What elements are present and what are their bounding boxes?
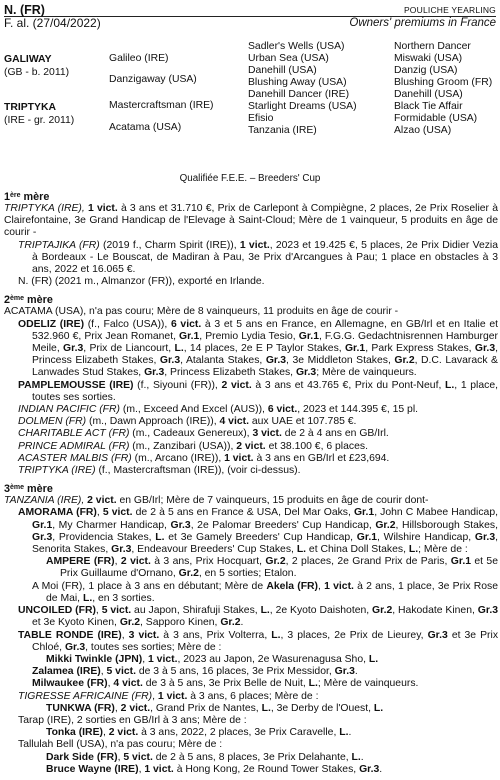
produce-entry <box>4 691 498 703</box>
catalog-header <box>4 3 496 31</box>
bold-text: Gr.2 <box>178 568 199 580</box>
entry-text: ; Mère de vainqueurs. <box>316 367 417 379</box>
pedigree-gen3: Blushing Away (USA) <box>248 77 347 88</box>
pedigree-table <box>4 40 496 168</box>
produce-entry <box>4 319 498 380</box>
bold-text: Gr.2 <box>220 617 241 629</box>
produce-entry: N. (FR) (2021 m., Almanzor (FR)), exporté en Irlande. <box>18 276 265 288</box>
entry-text: , 1 place, toutes ses sorties. <box>32 379 499 403</box>
entry-text: , 3e Derby de l'Ouest, <box>270 702 374 714</box>
entry-text: , Princess Elizabeth Stakes, <box>32 343 498 367</box>
bold-text: Gr.2 <box>265 556 286 568</box>
pedigree-gen3: Danehill Dancer (IRE) <box>248 89 350 100</box>
bold-text: Gr.1 <box>179 330 200 342</box>
entry-text: , Grand Prix de Nantes, <box>150 702 262 714</box>
bold-text: Gr.3 <box>427 629 448 641</box>
entry-text: (2019 f., Charm Spirit (IRE)), <box>99 239 240 251</box>
bold-text: L. <box>408 544 419 556</box>
third-dam-entry <box>4 495 498 507</box>
entry-text: (m., Zanzibari (USA)), <box>129 440 237 452</box>
entry-text: (f., Falco (USA)), <box>84 318 171 330</box>
entry-text: (f., Mastercraftsman (IRE)), (voir ci-dessus). <box>95 465 301 477</box>
produce-entry <box>4 666 498 678</box>
bold-text: L. <box>296 544 307 556</box>
produce-entry <box>4 404 498 416</box>
bold-text: 5 vict. <box>102 507 133 519</box>
bold-text: L. <box>445 379 455 391</box>
entry-text: et 3e Gamely Breeders' Cup Handicap, <box>164 531 357 543</box>
entry-text: à 3 ans et 43.765 €, Prix du Pont-Neuf, <box>251 379 446 391</box>
entry-text: , Senorita Stakes, <box>32 531 498 556</box>
italic-name: TRIPTYKA (IRE) <box>18 465 96 477</box>
entry-text: à 2 ans, 1 place, 3e Prix Rose de Mai, <box>46 580 498 604</box>
bold-text: 5 vict. <box>123 751 153 763</box>
italic-name: TRIPTAJIKA (FR) <box>18 239 100 251</box>
entry-text: (f., Siyouni (FR)), <box>133 379 222 391</box>
pedigree-gen3: Sadler's Wells (USA) <box>248 41 345 52</box>
bold-text: L. <box>339 727 349 739</box>
bold-text: Gr.3 <box>144 367 165 379</box>
entry-text: , <box>318 580 325 592</box>
pedigree-gen3: Urban Sea (USA) <box>248 53 329 64</box>
produce-entry <box>4 441 498 453</box>
bold-text: Gr.3 <box>474 343 496 355</box>
pedigree-gen2: Mastercraftsman (IRE) <box>109 100 214 111</box>
entry-text: et 38.100 €, 6 places. <box>265 440 368 452</box>
entry-text: , <box>107 678 114 690</box>
bold-text: TUNKWA (FR) <box>46 702 115 714</box>
entry-text: et China Doll Stakes, <box>306 544 409 556</box>
entry-text: , <box>114 556 121 568</box>
produce-entry <box>4 453 498 465</box>
entry-text: , 14 places, 2e E P Taylor Stakes, <box>183 343 345 355</box>
bold-text: AMORAMA (FR) <box>18 507 97 519</box>
entry-text: , <box>121 629 129 641</box>
entry-text: , <box>114 702 121 714</box>
entry-text: (m., Arcano (IRE)), <box>131 452 225 464</box>
entry-text: , 2e Kyoto Daishoten, <box>269 605 373 617</box>
entry-text: , Providencia Stakes, <box>52 531 156 543</box>
bold-text: Gr.3 <box>359 763 380 775</box>
italic-name: TIGRESSE AFRICAINE (FR) <box>18 690 153 702</box>
bold-text: Gr.3 <box>170 519 191 531</box>
produce-entry <box>4 465 498 477</box>
bold-text: Zalamea (IRE) <box>32 666 101 678</box>
pedigree-gen4: Danehill (USA) <box>394 89 463 100</box>
pedigree-gen3: Efisio <box>248 113 274 124</box>
lot-birth: F. al. (27/04/2022) <box>4 16 101 30</box>
entry-text: de 2 à 5 ans en France & USA, Del Mar Oaks, <box>132 507 354 519</box>
entry-text: de 3 à 5 ans, 16 places, 3e Prix Messidor, <box>135 666 335 678</box>
entry-text: , <box>96 507 103 519</box>
entry-text: (m., Cadeaux Genereux), <box>129 428 253 440</box>
pedigree-gen4: Miswaki (USA) <box>394 53 463 64</box>
entry-text: à Hong Kong, 2e Round Tower Stakes, <box>173 763 360 775</box>
bold-text: AMPERE (FR) <box>46 556 115 568</box>
entry-text: , <box>152 690 158 702</box>
bold-text: Gr.1 <box>344 343 366 355</box>
bold-text: 1 vict. <box>157 690 188 702</box>
entry-text: à 3 ans, Prix Volterra, <box>159 629 272 641</box>
entry-text: , 3 places, 2e Prix de Lieurey, <box>280 629 428 641</box>
produce-entry <box>4 416 498 428</box>
bold-text: 1 vict. <box>148 653 178 665</box>
bold-text: Gr.3 <box>111 544 132 556</box>
entry-text: au Japon, Shirafuji Stakes, <box>131 605 261 617</box>
bold-text: 2 vict. <box>120 556 151 568</box>
produce-entry <box>4 380 498 404</box>
bold-text: 1 vict. <box>324 580 354 592</box>
entry-text: . <box>379 763 383 775</box>
bold-text: Gr.1 <box>353 507 375 519</box>
produce-entry <box>4 752 498 764</box>
bold-text: Gr.1 <box>298 330 319 342</box>
bold-text: PAMPLEMOUSSE (IRE) <box>18 379 134 391</box>
italic-name: PRINCE ADMIRAL (FR) <box>18 440 130 452</box>
entry-text: , 2e Palomar Breeders' Cup Handicap, <box>190 519 376 531</box>
entry-text: (m., Exceed And Excel (AUS)), <box>119 404 268 416</box>
entry-text: ; Mère de vainqueurs. <box>317 678 419 690</box>
bold-text: L. <box>82 592 93 604</box>
entry-text: et 3e Prix Chloé, <box>32 629 499 653</box>
produce-entry <box>4 764 498 776</box>
bold-text: 3 vict. <box>252 428 282 440</box>
produce-entry <box>4 581 498 605</box>
entry-text: , 2023 au Japon, 2e Wasurenagusa Sho, <box>177 653 369 665</box>
italic-name: TRIPTYKA (IRE), <box>4 203 88 214</box>
bold-text: 2 vict. <box>108 727 139 739</box>
entry-text: 3ème mère <box>4 483 53 496</box>
bold-text: 5 vict. <box>101 605 132 617</box>
bold-text: L. <box>271 629 281 641</box>
entry-text: , 2023 et 144.395 €, 15 pl. <box>297 404 419 416</box>
entry-text: , Sapporo Kinen, <box>140 617 221 629</box>
bold-text: Gr.3 <box>474 531 496 543</box>
bold-text: Mikki Twinkle (JPN) <box>46 653 143 665</box>
bold-text: L. <box>261 702 271 714</box>
entry-text: , <box>102 727 109 739</box>
produce-entry: Tallulah Bell (USA), n'a pas couru; Mère de : <box>18 739 223 751</box>
entry-text: de 2 à 4 ans en GB/Irl. <box>281 428 389 440</box>
entry-text: , <box>142 653 149 665</box>
entry-text: à 3 ans en GB/Irl et £23,694. <box>253 452 390 464</box>
bold-text: L. <box>373 702 384 714</box>
entry-text: en GB/Irl; Mère de 7 vainqueurs, 15 produits en âge de courir dont- <box>116 495 429 507</box>
bold-text: 4 vict. <box>113 678 143 690</box>
lot-category: POULICHE YEARLING <box>403 4 496 15</box>
bold-text: L. <box>174 343 184 355</box>
section-title-second-dam <box>4 294 498 306</box>
produce-entry <box>4 703 498 715</box>
pedigree-gen3: Tanzania (IRE) <box>248 125 317 136</box>
produce-entry <box>4 654 498 666</box>
entry-text: , <box>117 751 124 763</box>
bold-text: ODELIZ (IRE) <box>18 318 85 330</box>
bold-text: Gr.1 <box>450 556 471 568</box>
entry-text: A Moi (FR), 1 place à 3 ans en débutant; Mère de <box>32 580 267 592</box>
bold-text: 5 vict. <box>106 666 136 678</box>
section-title-third-dam <box>4 483 498 495</box>
entry-text: 1ère mère <box>4 191 50 203</box>
second-dam-entry: ACATAMA (USA), n'a pas couru; Mère de 8 vainqueurs, 11 produits en âge de courir - <box>4 306 399 318</box>
entry-text: à 3 ans, Prix Hocquart, <box>150 556 266 568</box>
bold-text: 6 vict. <box>267 404 298 416</box>
entry-text: , John C Mabee Handicap, <box>374 507 499 519</box>
pedigree-gen4: Danzig (USA) <box>394 65 458 76</box>
italic-name: DOLMEN (FR) <box>18 416 87 428</box>
qualification-line: Qualifiée F.E.E. – Breeders' Cup <box>179 173 321 184</box>
entry-text: . <box>348 727 352 739</box>
pedigree-gen4: Alzao (USA) <box>394 125 452 136</box>
bold-text: 2 vict. <box>87 495 117 507</box>
bold-text: Gr.2 <box>372 605 393 617</box>
entry-text: à 3 ans, 2022, 2 places, 3e Prix Caravelle, <box>138 727 340 739</box>
entry-text: , Prix de Liancourt, <box>83 343 175 355</box>
sire-info: (GB - b. 2011) <box>4 67 70 78</box>
bold-text: 2 vict. <box>236 440 266 452</box>
bold-text: Gr.1 <box>32 519 53 531</box>
entry-text: et 3e Kyoto Kinen, <box>32 617 120 629</box>
entry-text: de 2 à 5 ans, 8 places, 3e Prix Delahante, <box>152 751 352 763</box>
italic-name: INDIAN PACIFIC (FR) <box>18 404 120 416</box>
bold-text: Gr.3 <box>334 666 355 678</box>
pedigree-gen3: Danehill (USA) <box>248 65 317 76</box>
bold-text: 1 vict. <box>87 203 118 214</box>
lot-name: N. (FR) <box>4 2 45 17</box>
entry-text: , Premio Lydia Tesio, <box>199 330 299 342</box>
bold-text: L. <box>155 531 165 543</box>
dam-name: TRIPTYKA <box>4 102 56 113</box>
entry-text: , <box>100 666 107 678</box>
bold-text: UNCOILED (FR) <box>18 605 96 617</box>
entry-text: , Park Express Stakes, <box>365 343 475 355</box>
bold-text: Bruce Wayne (IRE) <box>46 763 139 775</box>
bold-text: Akela (FR) <box>266 580 319 592</box>
bold-text: Gr.3 <box>477 605 498 617</box>
entry-text: , 2023 et 19.425 €, 5 places, 2e Prix Didier Vezia à Bordeaux - Le Bouscat, de Madiran à Pau, 3e Prix d'Arcangues à Pau; 1 place en obstacles à 3 ans, 2022 et 16.065 €. <box>32 239 499 276</box>
italic-name: TANZANIA (IRE), <box>4 495 88 507</box>
family-notes <box>4 185 498 776</box>
pedigree-gen3: Starlight Dreams (USA) <box>248 101 357 112</box>
entry-text: , F.G.G. Gedachtnisrennen Hamburger Meile, <box>32 330 498 355</box>
entry-text: ; Mère de : <box>418 544 468 556</box>
bold-text: Gr.3 <box>63 343 84 355</box>
bold-text: 1 vict. <box>224 452 254 464</box>
entry-text: , Princess Elizabeth Stakes, <box>164 367 296 379</box>
bold-text: Gr.2 <box>394 355 415 367</box>
entry-text: 2ème mère <box>4 294 53 307</box>
bold-text: TABLE RONDE (IRE) <box>18 629 122 641</box>
entry-text: , Hillsborough Stakes, <box>395 519 498 531</box>
bold-text: L. <box>308 678 318 690</box>
bold-text: Gr.1 <box>356 531 377 543</box>
first-dam-entry <box>4 203 498 240</box>
header-line-2 <box>4 17 496 31</box>
bold-text: 4 vict. <box>219 416 249 428</box>
bold-text: 6 vict. <box>170 318 202 330</box>
entry-text: , Hakodate Kinen, <box>392 605 478 617</box>
entry-text: , Wilshire Handicap, <box>377 531 475 543</box>
pedigree-gen2: Danzigaway (USA) <box>109 74 197 85</box>
bold-text: Gr.3 <box>64 641 86 653</box>
produce-entry <box>4 240 498 277</box>
entry-text: , D.C. Lavarack & Lanwades Stud Stakes, <box>32 355 498 379</box>
bold-text: Gr.3 <box>265 355 287 367</box>
pedigree-gen4: Formidable (USA) <box>394 113 478 124</box>
entry-text: , toutes ses sorties; Mère de : <box>85 641 222 653</box>
bold-text: 3 vict. <box>128 629 160 641</box>
entry-text: , My Charmer Handicap, <box>52 519 171 531</box>
entry-text: . <box>240 617 244 629</box>
entry-text: à 3 ans et 31.710 €, Prix de Carlepont à Compiègne, 2 places, 2e Prix Roselier à Clairefontaine, 3e Grand Handicap de l'Elevage à Saint-Cloud; Mère de 1 vainqueur, 5 produits en âge de courir - <box>4 203 498 239</box>
produce-entry <box>4 678 498 690</box>
bold-text: 1 vict. <box>239 239 270 251</box>
entry-text: à 3 ans, 6 places; Mère de : <box>187 690 319 702</box>
pedigree-gen4: Northern Dancer <box>394 41 471 52</box>
entry-text: , <box>138 763 145 775</box>
section-title-first-dam <box>4 191 498 203</box>
pedigree-gen4: Blushing Groom (FR) <box>394 77 493 88</box>
pedigree-gen2: Acatama (USA) <box>109 122 182 133</box>
produce-entry <box>4 727 498 739</box>
entry-text: , Atalanta Stakes, <box>180 355 266 367</box>
bold-text: Gr.3 <box>32 531 53 543</box>
produce-entry <box>4 630 498 654</box>
entry-text: , en 3 sorties. <box>92 592 155 604</box>
entry-text: de 3 à 5 ans, 3e Prix Belle de Nuit, <box>142 678 309 690</box>
pedigree-gen2: Galileo (IRE) <box>109 53 169 64</box>
owners-premiums: Owners' premiums in France <box>349 17 496 29</box>
bold-text: Tonka (IRE) <box>46 727 103 739</box>
bold-text: Milwaukee (FR) <box>32 678 108 690</box>
bold-text: Gr.3 <box>295 367 317 379</box>
pedigree-gen4: Black Tie Affair <box>394 101 463 112</box>
sire-name: GALIWAY <box>4 54 52 65</box>
bold-text: L. <box>260 605 270 617</box>
entry-text: , 3e Middleton Stakes, <box>286 355 395 367</box>
bold-text: L. <box>368 653 379 665</box>
produce-entry <box>4 556 498 580</box>
bold-text: Dark Side (FR) <box>46 751 118 763</box>
produce-entry <box>4 428 498 440</box>
bold-text: Gr.2 <box>375 519 396 531</box>
entry-text: , 2 places, 2e Grand Prix de Paris, <box>285 556 451 568</box>
entry-text: , en 5 sorties; Etalon. <box>198 568 297 580</box>
bold-text: L. <box>351 751 361 763</box>
produce-entry <box>4 507 498 556</box>
italic-name: ACASTER MALBIS (FR) <box>18 452 132 464</box>
bold-text: 2 vict. <box>221 379 252 391</box>
entry-text: aux UAE et 107.785 €. <box>248 416 357 428</box>
entry-text: . <box>354 666 358 678</box>
produce-entry <box>4 605 498 629</box>
header-line-1 <box>4 3 496 17</box>
italic-name: CHARITABLE ACT (FR) <box>18 428 130 440</box>
entry-text: à 3 et 5 ans en France, en Allemagne, en GB/Irl et en Italie et 532.960 €, Prix Jean Romanet, <box>32 318 498 342</box>
entry-text: . <box>360 751 364 763</box>
entry-text: et 5e Prix Guillaume d'Ornano, <box>60 556 498 580</box>
entry-text: (m., Dawn Approach (IRE)), <box>86 416 220 428</box>
bold-text: 2 vict. <box>120 702 151 714</box>
bold-text: 1 vict. <box>144 763 174 775</box>
produce-entry: Tarap (IRE), 2 sorties en GB/Irl à 3 ans; Mère de : <box>18 714 247 726</box>
bold-text: Gr.2 <box>119 617 141 629</box>
dam-info: (IRE - gr. 2011) <box>4 115 75 126</box>
entry-text: , Endeavour Breeders' Cup Stakes, <box>131 544 297 556</box>
bold-text: Gr.3 <box>159 355 181 367</box>
entry-text: , <box>95 605 102 617</box>
